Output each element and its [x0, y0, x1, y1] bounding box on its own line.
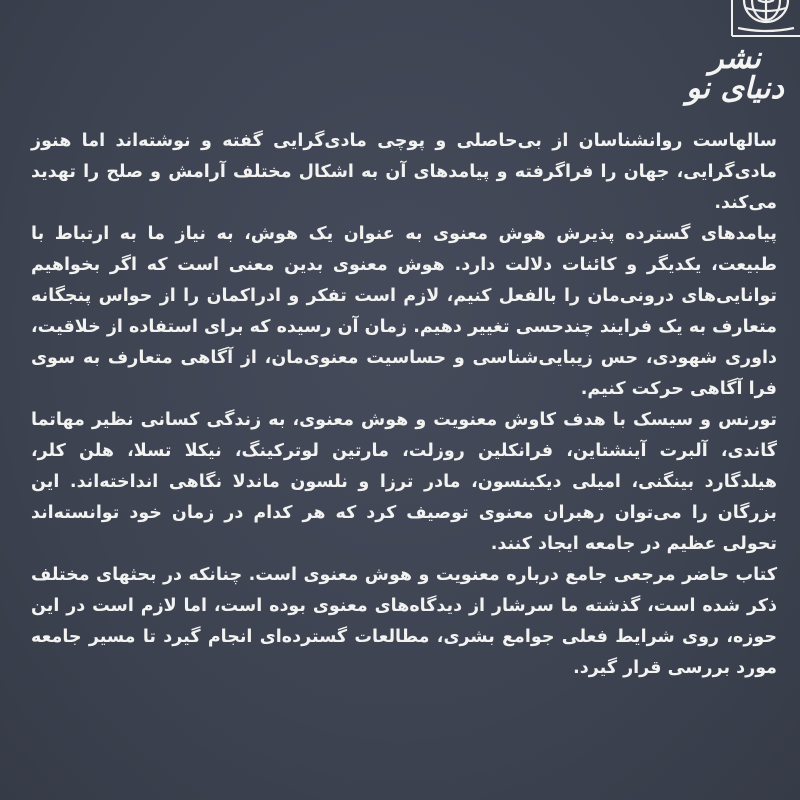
- back-cover-text: [31, 126, 777, 684]
- publisher-name: نشر دنیای نو: [686, 41, 784, 106]
- paragraph-4: کتاب حاضر مرجعی جامع درباره معنویت و هوش معنوی است. چنانکه در بحثهای مختلف ذکر شده است، گذشته ما سرشار از دیدگاه‌های معنوی بوده است، اما لازم است در این حوزه، روی شرایط فعلی جوامع بشری، مطالعات گسترده‌ای انجام گیرد تا مسیر جامعه مورد بررسی قرار گیرد.: [31, 565, 777, 678]
- paragraph-3: تورنس و سیسک با هدف کاوش معنویت و هوش معنوی، به زندگی کسانی نظیر مهاتما گاندی، آلبرت آینشتاین، فرانکلین روزلت، مارتین لوترکینگ، نیکلا تسلا، هلن کلر، هیلدگارد بینگنی، امیلی دیکینسون، مادر ترزا و نلسون ماندلا نگاهی انداخته‌اند. این بزرگان را می‌توان رهبران معنوی توصیف کرد که هر کدام در زمان خود توانسته‌اند تحولی عظیم در جامعه ایجاد کنند.: [31, 410, 777, 554]
- publisher-logo: [672, 0, 800, 118]
- paragraph-1: سالهاست روانشناسان از بی‌حاصلی و پوچی مادی‌گرایی گفته و نوشته‌اند اما هنوز مادی‌گرایی، جهان را فراگرفته و پیامدهای آن به اشکال مختلف آرامش و صلح را تهدید می‌کند.: [31, 131, 777, 213]
- paragraph-2: پیامدهای گسترده پذیرش هوش معنوی به عنوان یک هوش، به نیاز ما به ارتباط با طبیعت، یکدیگر و کائنات دلالت دارد. هوش معنوی بدین معنی است که اگر بخواهیم توانایی‌های درونی‌مان را بالفعل کنیم، لازم است تفکر و ادراکمان را از حواس پنجگانه متعارف به یک فرایند چندحسی تغییر دهیم. زمان آن رسیده که برای استفاده از خلاقیت، داوری شهودی، حس زیبایی‌شناسی و حساسیت معنوی‌مان، از آگاهی متعارف به سوی فرا آگاهی حرکت کنیم.: [31, 224, 777, 399]
